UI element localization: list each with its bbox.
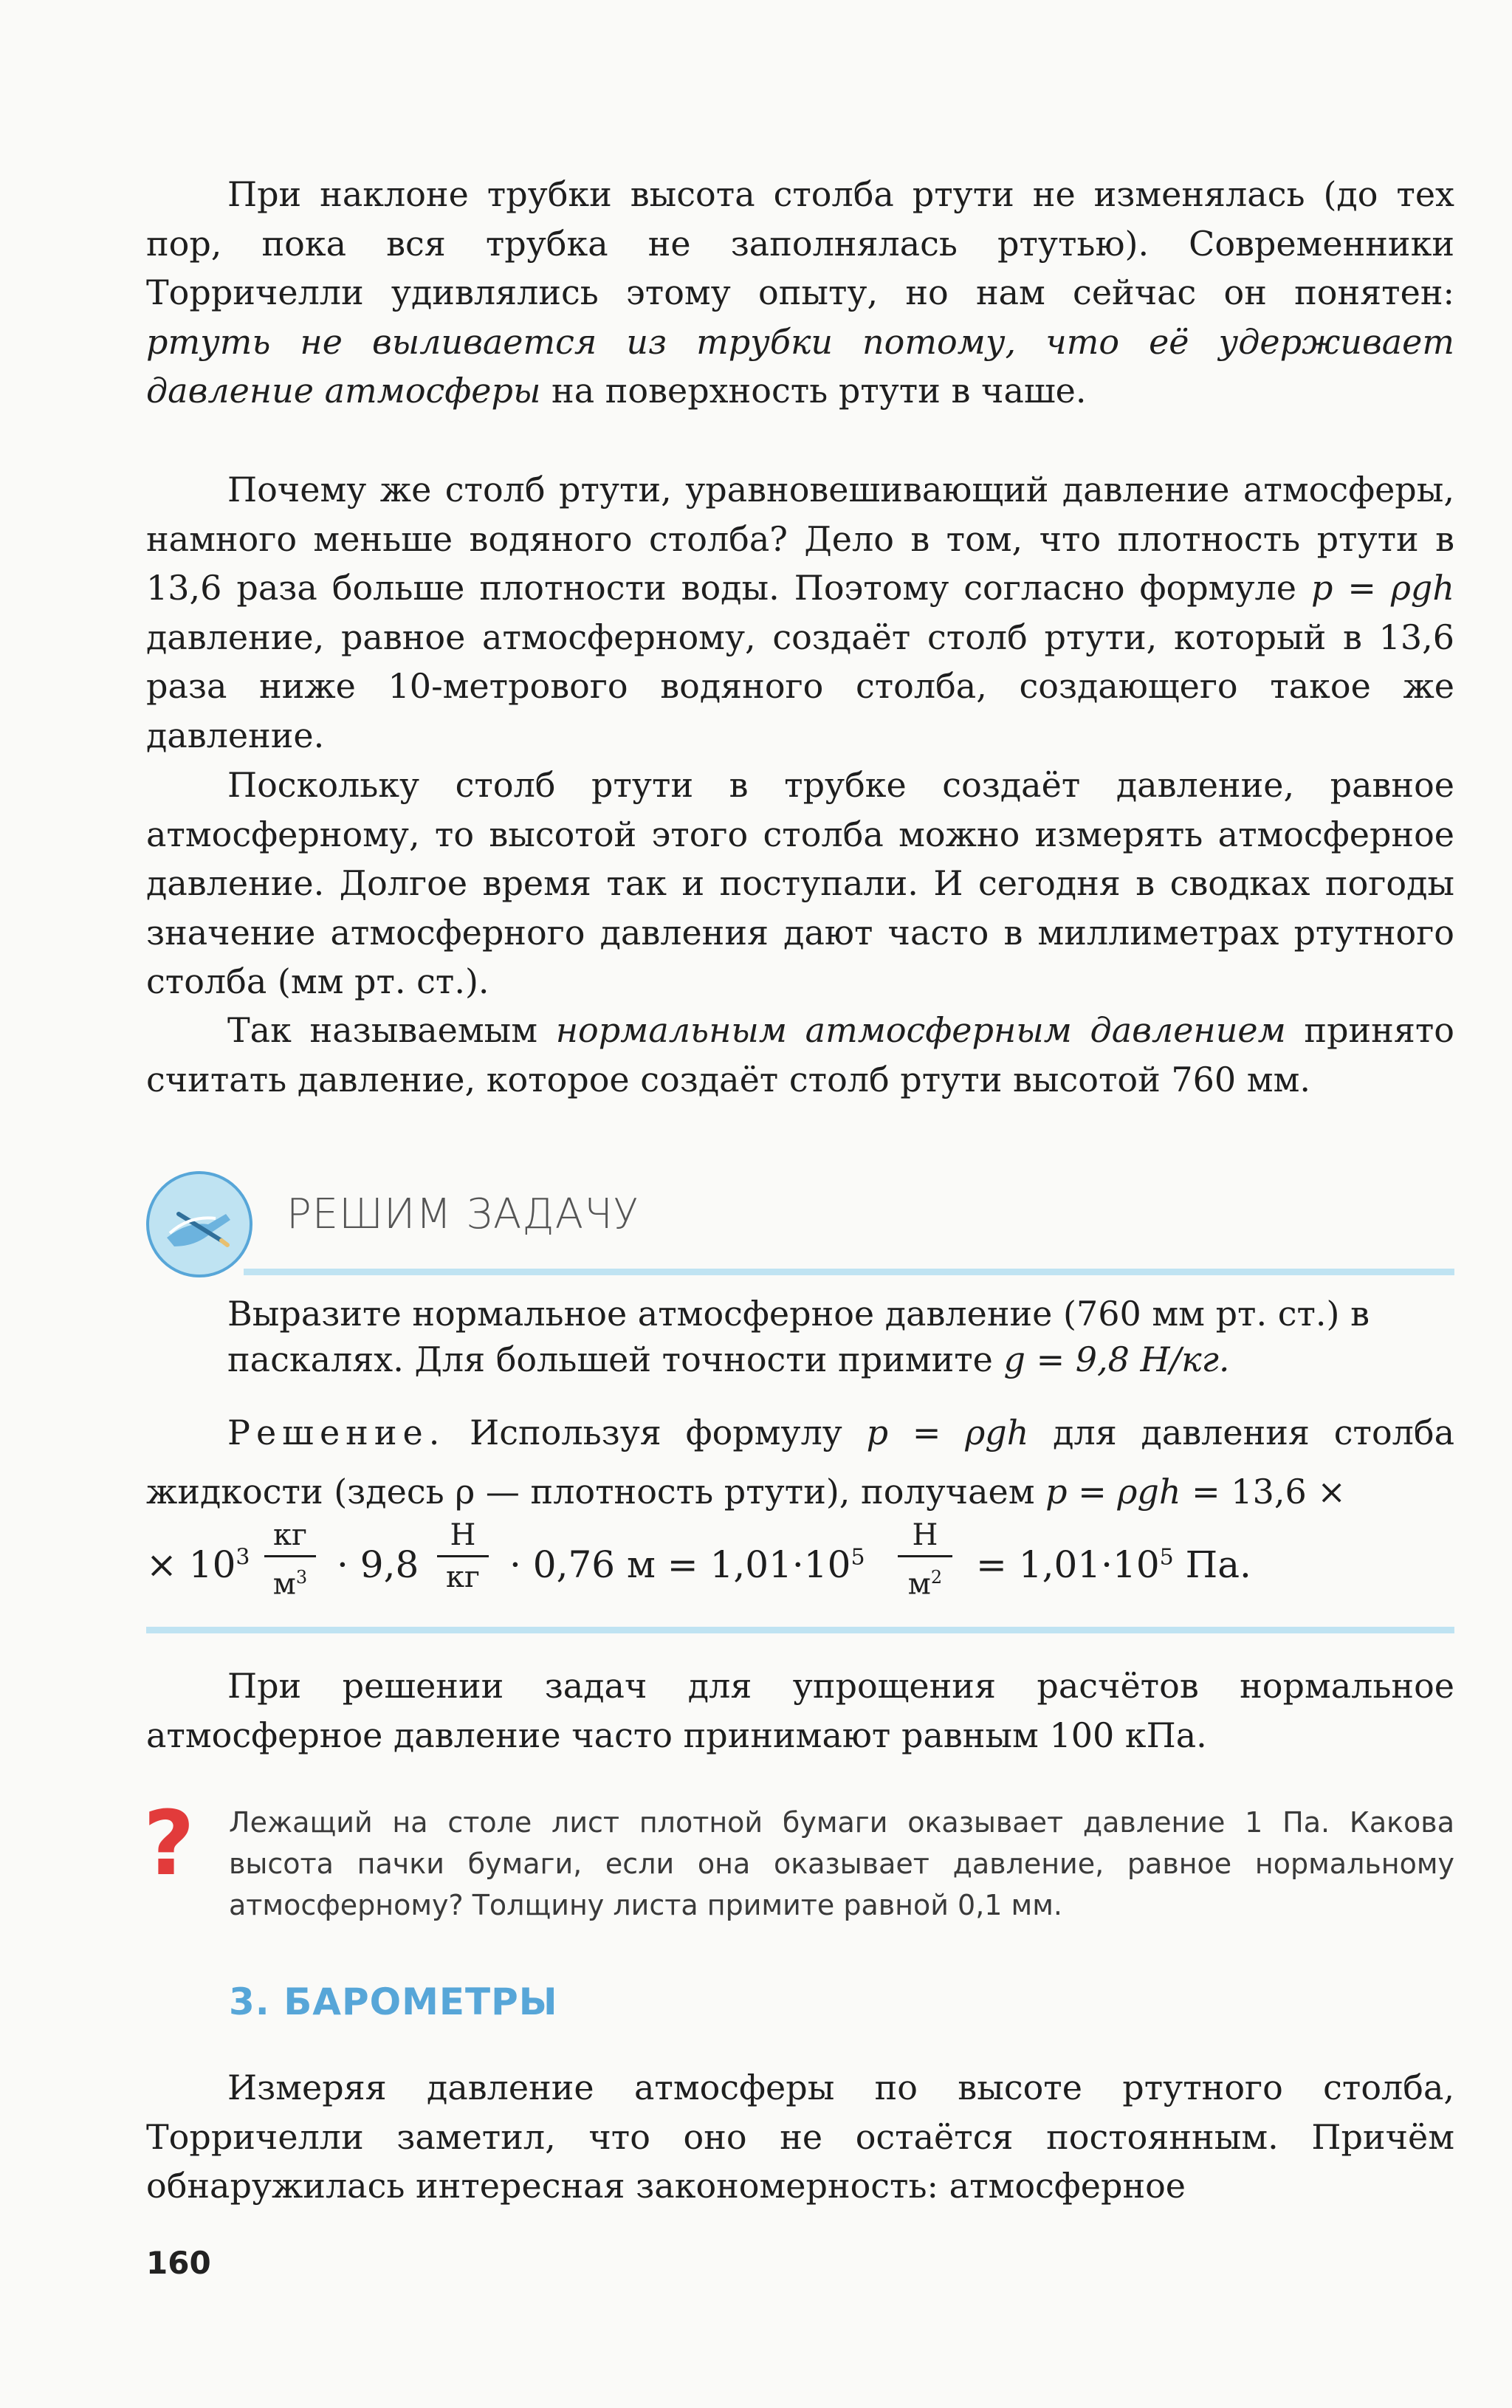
formula-part-2: · 9,8 bbox=[337, 1543, 419, 1586]
fraction-kg-m3: кг $м^3$ bbox=[264, 1518, 316, 1601]
paragraph-1-emphasis: ртуть не выливается из трубки потому, что её удерживает давление атмосферы bbox=[146, 321, 1454, 411]
question-text: Лежащий на столе лист плотной бумаги оказывает давление 1 Па. Какова высота пачки бумаги, если она оказывает давление, равное нормальному атмосферному? Толщину листа примите равной 0,1 мм. bbox=[229, 1806, 1454, 1921]
paragraph-1: При наклоне трубки высота столба ртути не изменялась (до тех пор, пока вся трубка не заполнялась ртутью). Современники Торричелли удивлялись этому опыту, но нам сейчас он понятен: ртуть не выливается из трубки потому, что её удерживает давление атмосферы на поверхность ртути в чаше. bbox=[146, 174, 1454, 411]
section-paragraph: Измеряя давление атмосферы по высоте ртутного столба, Торричелли заметил, что оно не остаётся постоянным. Причём обнаружилась интересная закономерность: атмосферное bbox=[146, 2068, 1454, 2206]
paragraph-2-formula: p = ρgh bbox=[1310, 568, 1455, 608]
task-solution: Решение. Используя формулу p = ρgh для давления столба жидкости (здесь ρ — плотность ртути), получаем p = ρgh = 13,6 × bbox=[146, 1413, 1454, 1512]
formula-part-3: · 0,76 $м = 1,01\cdot 10^5$ bbox=[509, 1543, 865, 1586]
section-heading: 3. БАРОМЕТРЫ bbox=[229, 1980, 558, 2023]
paragraph-4-emphasis: нормальным атмосферным давлением bbox=[555, 1010, 1286, 1050]
paragraph-3: Поскольку столб ртути в трубке создаёт давление, равное атмосферному, то высотой этого столба можно измерять атмосферное давление. Долгое время так и поступали. И сегодня в сводках погоды значение атмосферного давления дают часто в миллиметрах ртутного столба (мм рт. ст.). bbox=[146, 765, 1454, 1001]
task-top-rule bbox=[244, 1269, 1454, 1275]
formula-part-4: = $1,01\cdot 10^5$ Па. bbox=[976, 1543, 1251, 1586]
solution-formula bbox=[146, 1514, 1454, 1610]
formula-part-1: × $10^3$ bbox=[146, 1543, 250, 1586]
paragraph-after-task: При решении задач для упрощения расчётов нормальное атмосферное давление часто принимают равным 100 кПа. bbox=[146, 1666, 1454, 1755]
pencil-hand-icon bbox=[145, 1170, 254, 1279]
paragraph-2: Почему же столб ртути, уравновешивающий давление атмосферы, намного меньше водяного столба? Дело в том, что плотность ртути в 13,6 раза больше плотности воды. Поэтому согласно формуле p = ρgh давление, равное атмосферному, создаёт столб ртути, который в 13,6 раза ниже 10-метрового водяного столба, создающего такое же давление. bbox=[146, 470, 1455, 755]
task-bottom-rule bbox=[146, 1627, 1454, 1633]
fraction-n-kg: Н кг bbox=[437, 1518, 489, 1594]
page-number: 160 bbox=[146, 2245, 211, 2281]
fraction-n-m2: Н $м^2$ bbox=[898, 1518, 952, 1601]
question-mark-icon: ? bbox=[143, 1793, 195, 1896]
solution-label: Решение. bbox=[227, 1413, 446, 1452]
task-section-title: РЕШИМ ЗАДАЧУ bbox=[286, 1190, 639, 1238]
task-statement: Выразите нормальное атмосферное давление (760 мм рт. ст.) в паскалях. Для большей точности примите g = 9,8 Н/кг. bbox=[227, 1294, 1370, 1379]
paragraph-4: Так называемым нормальным атмосферным давлением принято считать давление, которое создаёт столб ртути высотой 760 мм. bbox=[146, 1010, 1454, 1100]
